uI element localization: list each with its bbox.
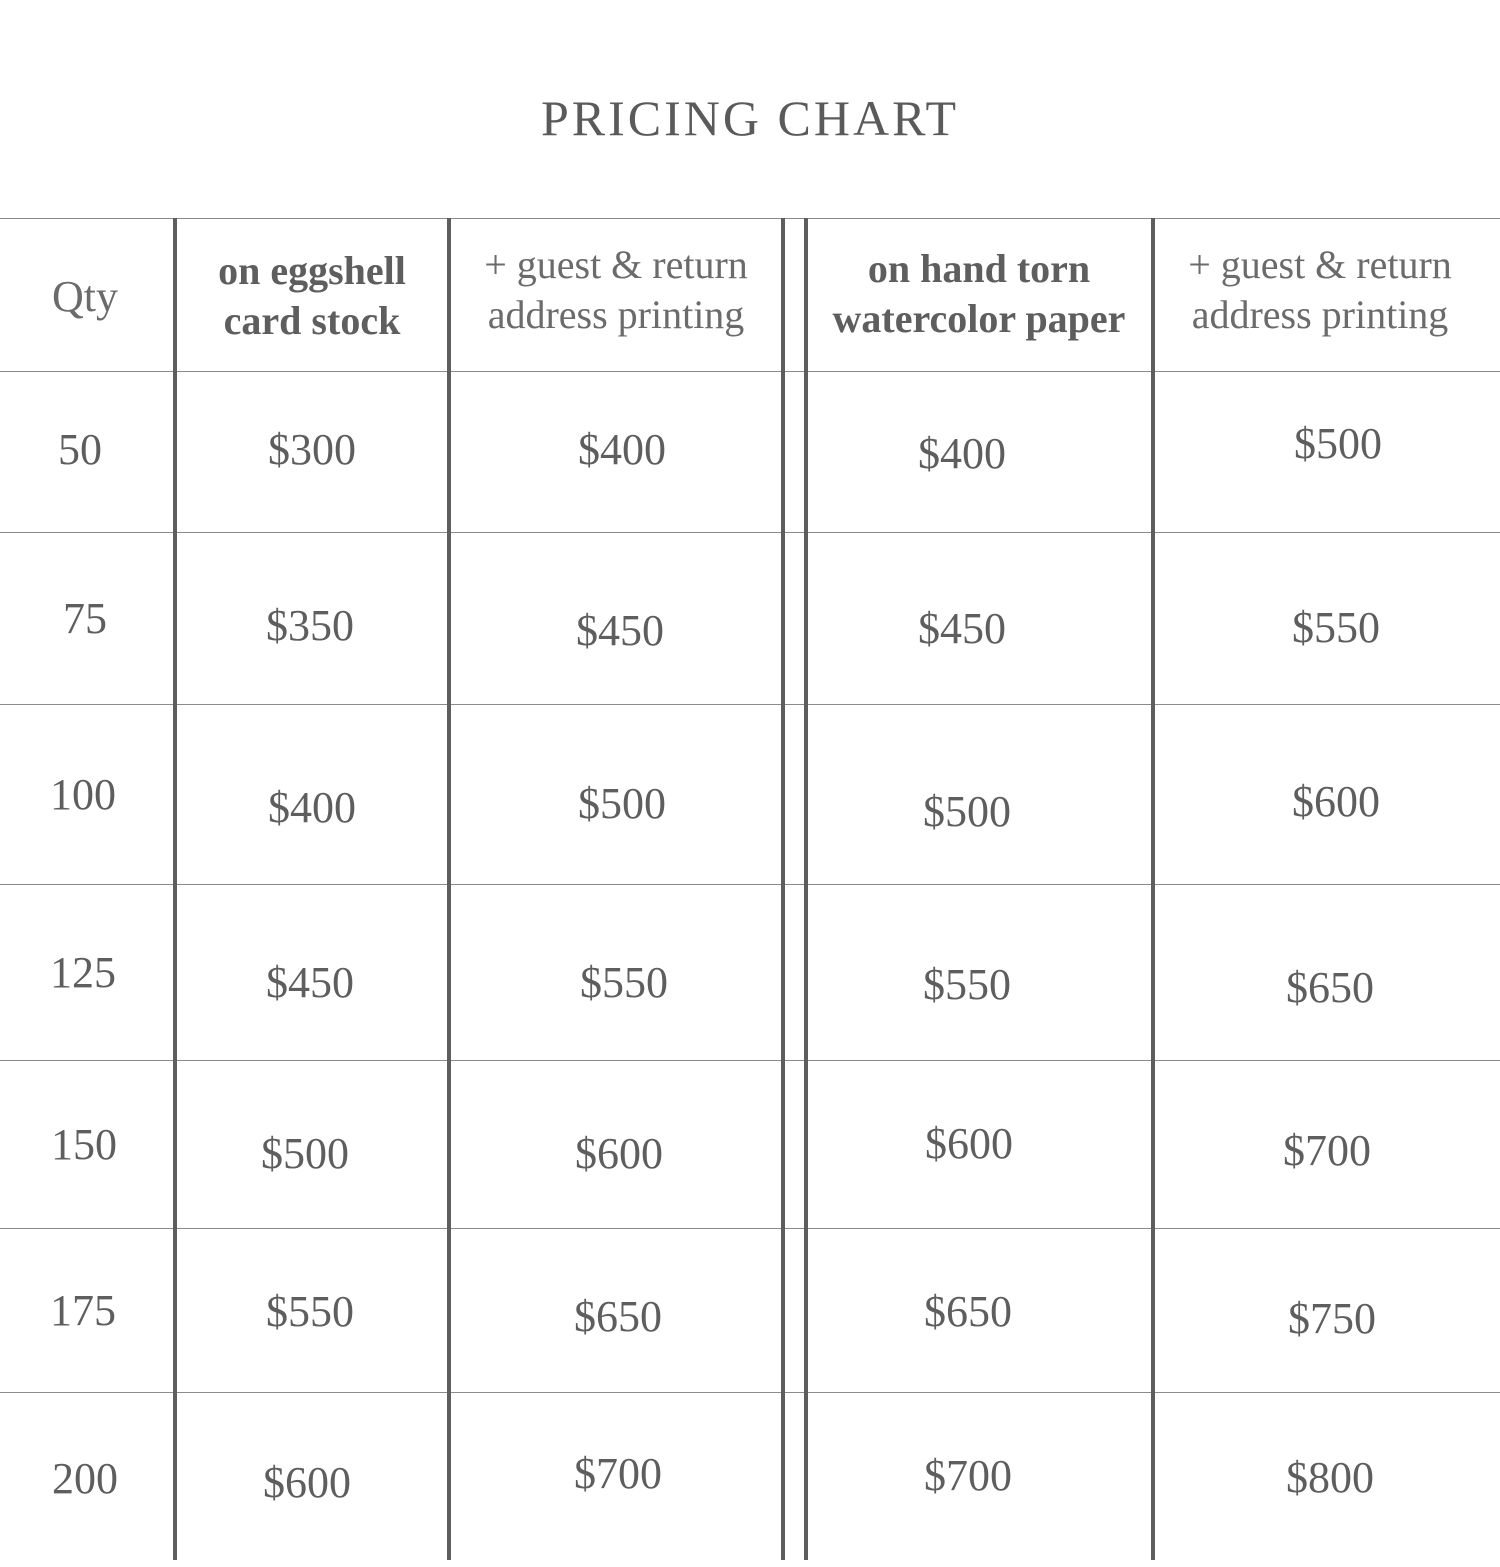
price-eggshell-address: $400	[578, 425, 666, 474]
price-eggshell-address: $650	[574, 1291, 662, 1341]
price-eggshell-address: $500	[578, 778, 666, 828]
column-divider	[804, 218, 808, 1560]
price-watercolor-address: $550	[1292, 602, 1380, 652]
price-watercolor: $700	[924, 1450, 1012, 1500]
price-watercolor-address: $750	[1288, 1293, 1376, 1343]
header-eggshell-address-line1: + guest & return	[484, 242, 748, 287]
price-watercolor: $500	[923, 786, 1011, 836]
header-eggshell	[178, 222, 446, 370]
row-qty: 75	[63, 593, 107, 643]
header-watercolor-line1: on hand torn	[867, 246, 1091, 291]
row-qty: 150	[51, 1119, 117, 1169]
header-watercolor-address	[1156, 216, 1484, 364]
header-watercolor	[809, 220, 1149, 368]
header-eggshell-address-line2: address printing	[487, 292, 745, 337]
header-eggshell-line2: card stock	[223, 298, 401, 343]
row-qty: 125	[50, 947, 116, 997]
column-divider	[173, 218, 177, 1560]
price-eggshell: $400	[268, 782, 356, 832]
row-qty: 100	[50, 769, 116, 819]
price-eggshell-address: $700	[574, 1448, 662, 1498]
price-eggshell: $500	[261, 1128, 349, 1178]
price-eggshell: $450	[266, 957, 354, 1007]
header-qty	[0, 222, 170, 370]
price-watercolor-address: $600	[1292, 776, 1380, 826]
header-eggshell-line1: on eggshell	[218, 248, 406, 293]
price-watercolor: $400	[918, 429, 1006, 478]
row-qty: 200	[52, 1453, 118, 1503]
header-qty-label: Qty	[52, 271, 118, 321]
price-watercolor-address: $650	[1286, 962, 1374, 1012]
header-eggshell-address	[452, 216, 780, 364]
price-watercolor: $600	[925, 1118, 1013, 1168]
header-watercolor-address-line1: + guest & return	[1188, 242, 1452, 287]
table-rule	[0, 532, 1500, 533]
price-eggshell-address: $450	[576, 605, 664, 655]
price-eggshell-address: $550	[580, 957, 668, 1007]
column-divider	[447, 218, 451, 1560]
column-divider	[1151, 218, 1155, 1560]
price-eggshell: $350	[266, 600, 354, 650]
row-qty: 50	[58, 425, 102, 474]
price-eggshell: $300	[268, 425, 356, 474]
price-watercolor-address: $500	[1294, 419, 1382, 468]
price-watercolor-address: $700	[1283, 1125, 1371, 1175]
price-eggshell: $550	[266, 1286, 354, 1336]
header-watercolor-address-line2: address printing	[1191, 292, 1449, 337]
price-eggshell: $600	[263, 1457, 351, 1507]
price-watercolor-address: $800	[1286, 1452, 1374, 1502]
price-watercolor: $450	[918, 603, 1006, 653]
price-watercolor: $550	[923, 959, 1011, 1009]
page-title: PRICING CHART	[541, 90, 959, 146]
header-watercolor-line2: watercolor paper	[832, 296, 1126, 341]
price-eggshell-address: $600	[575, 1128, 663, 1178]
price-watercolor: $650	[924, 1286, 1012, 1336]
row-qty: 175	[50, 1285, 116, 1335]
